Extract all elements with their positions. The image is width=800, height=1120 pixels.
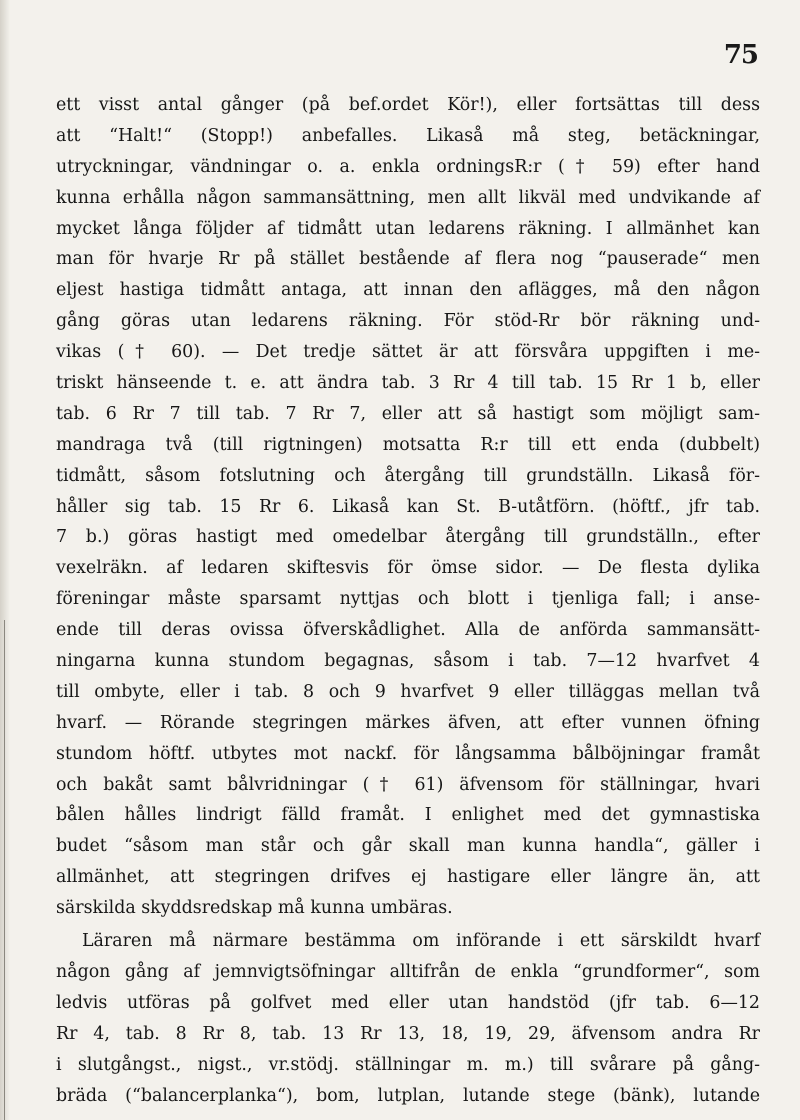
page-number: 75 [723, 40, 758, 70]
text-line: man för hvarje Rr på stället bestående af flera nog “pauserade“ men [56, 249, 760, 270]
text-line: att “Halt!“ (Stopp!) anbefalles. Likaså må steg, betäckningar, [56, 125, 760, 146]
text-line: mycket långa följder af tidmått utan ledarens räkning. I allmänhet kan [56, 218, 760, 239]
page-edge-shadow [0, 0, 10, 1120]
text-line: Läraren må närmare bestämma om införande i ett särskildt hvarf [82, 931, 760, 952]
text-line: vikas († 60). — Det tredje sättet är att försvåra uppgiften i me- [56, 342, 760, 363]
text-line: hvarf. — Rörande stegringen märkes äfven, att efter vunnen öfning [56, 712, 760, 733]
text-line: särskilda skyddsredskap må kunna umbäras. [56, 898, 453, 919]
text-line: bålen hålles lindrigt fälld framåt. I enlighet med det gymnastiska [56, 805, 760, 826]
text-line: ett visst antal gånger (på bef.ordet Kör!), eller fortsättas till dess [56, 95, 760, 115]
text-line: gång göras utan ledarens räkning. För stöd-Rr bör räkning und- [56, 311, 760, 332]
text-line: håller sig tab. 15 Rr 6. Likaså kan St. B-utåtförn. (höftf., jfr tab. [56, 496, 760, 517]
text-line: mandraga två (till rigtningen) motsatta R:r till ett enda (dubbelt) [56, 434, 760, 455]
text-line: triskt hänseende t. e. att ändra tab. 3 Rr 4 till tab. 15 Rr 1 b, eller [56, 373, 760, 394]
text-line: ende till deras ovissa öfverskådlighet. Alla de anförda sammansätt- [56, 620, 760, 641]
text-line: tab. 6 Rr 7 till tab. 7 Rr 7, eller att så hastigt som möjligt sam- [56, 403, 760, 424]
text-line: allmänhet, att stegringen drifves ej hastigare eller längre än, att [56, 867, 760, 888]
text-line: någon gång af jemnvigtsöfningar alltifrån de enkla “grundformer“, som [56, 961, 760, 982]
text-line: utryckningar, vändningar o. a. enkla ordningsR:r († 59) efter hand [56, 156, 760, 177]
text-line: budet “såsom man står och går skall man kunna handla“, gäller i [56, 836, 760, 857]
paragraph [56, 90, 760, 924]
text-line: Rr 4, tab. 8 Rr 8, tab. 13 Rr 13, 18, 19, 29, äfvensom andra Rr [56, 1023, 760, 1044]
text-line: stundom höftf. utbytes mot nackf. för långsamma bålböjningar framåt [56, 743, 760, 764]
text-line: bräda (“balancerplanka“), bom, lutplan, lutande stege (bänk), lutande [56, 1085, 760, 1106]
text-line: och bakåt samt bålvridningar († 61) äfvensom för ställningar, hvari [56, 774, 760, 795]
text-line: eljest hastiga tidmått antaga, att innan den aflägges, må den någon [56, 280, 760, 301]
text-line: ledvis utföras på golfvet med eller utan handstöd (jfr tab. 6—12 [56, 992, 760, 1013]
text-line: kunna erhålla någon sammansättning, men allt likväl med undvikande af [56, 187, 760, 208]
text-line: föreningar måste sparsamt nyttjas och blott i tjenliga fall; i anse- [56, 589, 760, 610]
text-line: ningarna kunna stundom begagnas, såsom i tab. 7—12 hvarfvet 4 [56, 651, 760, 672]
text-line: vexelräkn. af ledaren skiftesvis för ömse sidor. — De flesta dylika [56, 558, 760, 579]
page-margin-line [4, 620, 5, 1120]
paragraph [56, 926, 760, 1111]
text-line: tidmått, såsom fotslutning och återgång till grundställn. Likaså för- [56, 465, 760, 486]
body-text [56, 90, 760, 1111]
text-line: till ombyte, eller i tab. 8 och 9 hvarfvet 9 eller tilläggas mellan två [56, 681, 760, 702]
text-line: 7 b.) göras hastigt med omedelbar återgång till grundställn., efter [56, 527, 760, 548]
text-line: i slutgångst., nigst., vr.stödj. ställningar m. m.) till svårare på gång- [56, 1054, 760, 1075]
